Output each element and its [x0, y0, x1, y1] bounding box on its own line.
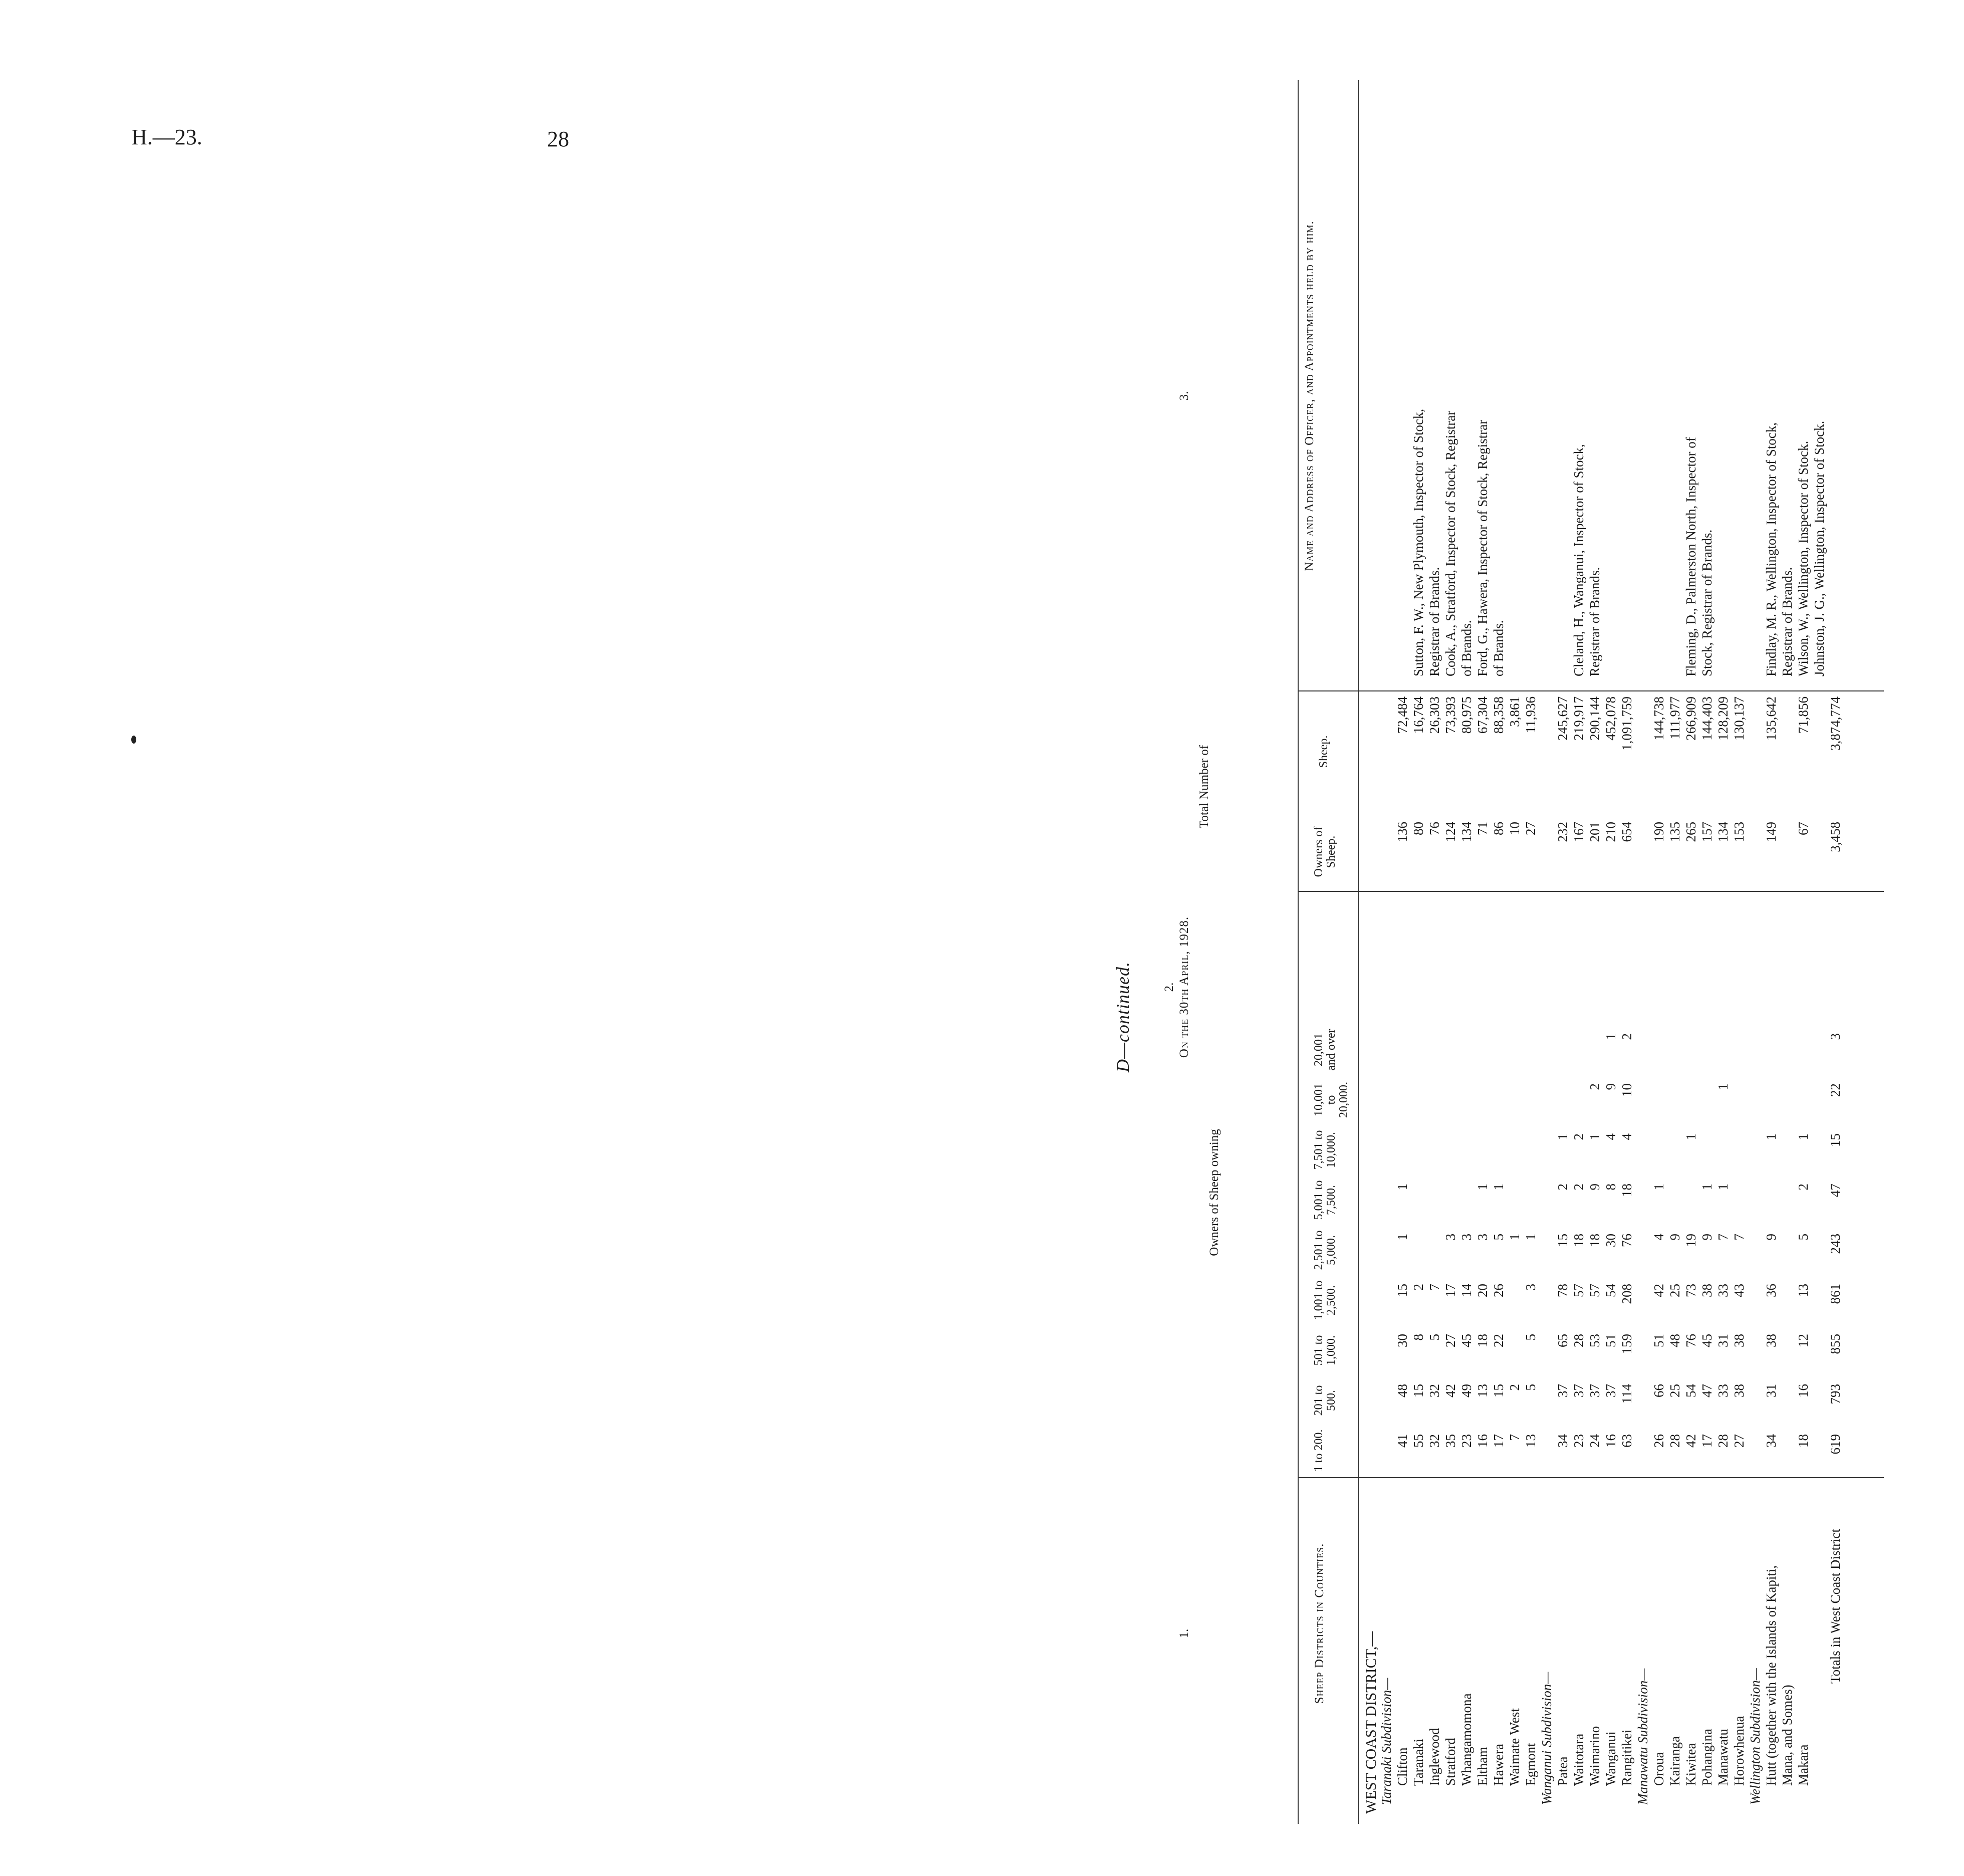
range-header: 10,001 to 20,000. — [1312, 1082, 1351, 1118]
owners-count-cell: 49 — [1459, 1384, 1474, 1397]
owners-count-cell: 34 — [1764, 1434, 1779, 1448]
table-row — [1475, 90, 1491, 1814]
table-row — [1667, 90, 1683, 1814]
officer-entry: Registrar of Brands. — [1780, 567, 1795, 676]
owners-count-cell: 17 — [1443, 1284, 1458, 1297]
total-sheep-cell: 452,078 — [1603, 696, 1618, 741]
owners-count-cell: 4 — [1651, 1234, 1666, 1241]
table-row — [1812, 90, 1828, 1814]
header-bottom-rule — [1358, 80, 1359, 1824]
row-label: Kiwitea — [1683, 1743, 1698, 1786]
page-reference: H.—23. — [131, 125, 202, 149]
officer-entry: Registrar of Brands. — [1587, 567, 1602, 676]
owners-count-cell: 1 — [1715, 1184, 1731, 1191]
owners-count-cell: 15 — [1395, 1284, 1410, 1297]
owners-count-cell: 51 — [1651, 1334, 1666, 1347]
row-label: Hawera — [1491, 1744, 1506, 1786]
owners-count-cell: 24 — [1587, 1434, 1602, 1448]
bullet-mark — [131, 736, 136, 744]
table-row — [1683, 90, 1699, 1814]
owners-count-cell: 2 — [1507, 1384, 1522, 1391]
officer-entry: of Brands. — [1491, 620, 1506, 676]
table-row — [1699, 90, 1715, 1814]
row-label: Waimate West — [1507, 1708, 1522, 1786]
owners-count-cell: 76 — [1619, 1234, 1634, 1247]
range-header: 501 to 1,000. — [1312, 1335, 1338, 1366]
table-row — [1651, 90, 1667, 1814]
officer-entry: Johnston, J. G., Wellington, Inspector of Stock. — [1812, 420, 1827, 676]
row-label: Clifton — [1395, 1747, 1410, 1786]
owners-count-cell: 51 — [1603, 1334, 1618, 1347]
owners-count-cell: 37 — [1603, 1384, 1618, 1397]
owners-count-cell: 5 — [1523, 1384, 1538, 1391]
row-label: Wellington Subdivision— — [1748, 1668, 1763, 1805]
owners-count-cell: 28 — [1667, 1434, 1682, 1448]
total-owners-cell: 124 — [1443, 822, 1458, 842]
row-label: Totals in West Coast District — [1828, 1529, 1843, 1684]
col1-title: Sheep Districts in Counties. — [1313, 1543, 1326, 1704]
officer-entry: Ford, G., Hawera, Inspector of Stock, Registrar — [1475, 419, 1490, 676]
owners-count-cell: 18 — [1587, 1234, 1602, 1247]
col3-title: Name and Address of Officer, and Appointments held by him. — [1303, 220, 1316, 571]
range-header: 2,501 to 5,000. — [1312, 1230, 1338, 1270]
owners-count-cell: 7 — [1427, 1284, 1442, 1291]
owners-count-cell: 26 — [1651, 1434, 1666, 1448]
owners-count-cell: 16 — [1475, 1434, 1490, 1448]
owners-count-cell: 861 — [1828, 1284, 1843, 1304]
owners-count-cell: 855 — [1828, 1334, 1843, 1354]
owners-count-cell: 23 — [1459, 1434, 1474, 1448]
owners-count-cell: 1 — [1555, 1133, 1570, 1140]
owners-count-cell: 25 — [1667, 1384, 1682, 1397]
officer-entry: Registrar of Brands. — [1427, 567, 1442, 676]
total-sheep-cell: 71,856 — [1796, 696, 1811, 734]
row-label: Wanganui — [1603, 1731, 1618, 1786]
owners-count-cell: 15 — [1491, 1384, 1506, 1397]
total-sheep-cell: 130,137 — [1732, 696, 1747, 741]
row-label: Manawatu Subdivision— — [1635, 1668, 1650, 1805]
total-owners-cell: 157 — [1699, 822, 1714, 842]
owners-count-cell: 20 — [1475, 1284, 1490, 1297]
owners-count-cell: 27 — [1443, 1334, 1458, 1347]
col1-number: 1. — [1177, 1628, 1191, 1638]
row-label: Stratford — [1443, 1738, 1458, 1786]
row-label: Egmont — [1523, 1743, 1538, 1786]
owners-count-cell: 42 — [1651, 1284, 1666, 1297]
total-sheep-cell: 73,393 — [1443, 696, 1458, 734]
total-owners-cell: 153 — [1732, 822, 1747, 842]
range-header: 7,501 to 10,000. — [1312, 1130, 1338, 1170]
owners-count-cell: 2 — [1411, 1284, 1426, 1291]
total-owners-cell: 135 — [1667, 822, 1682, 842]
owners-count-cell: 17 — [1699, 1434, 1714, 1448]
owners-count-cell: 19 — [1683, 1234, 1698, 1247]
total-sheep-cell: 26,303 — [1427, 696, 1442, 734]
owners-count-cell: 38 — [1732, 1384, 1747, 1397]
owners-count-cell: 13 — [1796, 1284, 1811, 1297]
owners-count-cell: 26 — [1491, 1284, 1506, 1297]
owners-count-cell: 5 — [1523, 1334, 1538, 1341]
table-row — [1443, 90, 1459, 1814]
table-row — [1555, 90, 1571, 1814]
total-sheep-cell: 128,209 — [1715, 696, 1731, 741]
officer-entry: Stock, Registrar of Brands. — [1699, 529, 1714, 676]
owners-count-cell: 9 — [1699, 1234, 1714, 1241]
owners-count-cell: 18 — [1571, 1234, 1586, 1247]
owners-count-cell: 27 — [1732, 1434, 1747, 1448]
total-owners-cell: 134 — [1715, 822, 1731, 842]
owners-count-cell: 22 — [1491, 1334, 1506, 1347]
owners-count-cell: 1 — [1699, 1184, 1714, 1191]
total-sheep-cell: 144,738 — [1651, 696, 1666, 741]
owners-count-cell: 28 — [1715, 1434, 1731, 1448]
total-sheep-cell: 1,091,759 — [1619, 696, 1634, 751]
table-body — [1363, 90, 1844, 1814]
owners-count-cell: 45 — [1699, 1334, 1714, 1347]
owners-count-cell: 5 — [1427, 1334, 1442, 1341]
owners-count-cell: 3 — [1459, 1234, 1474, 1241]
table-row — [1539, 90, 1555, 1814]
col2-number: 2. — [1162, 982, 1176, 992]
total-sheep-cell: 135,642 — [1764, 696, 1779, 741]
owners-count-cell: 15 — [1828, 1133, 1843, 1147]
owners-count-cell: 47 — [1699, 1384, 1714, 1397]
owners-count-cell: 55 — [1411, 1434, 1426, 1448]
total-sheep-cell: 111,977 — [1667, 696, 1682, 740]
officer-entry: Cook, A., Stratford, Inspector of Stock, Registrar — [1443, 410, 1458, 676]
table-row — [1587, 90, 1603, 1814]
total-sheep-cell: 72,484 — [1395, 696, 1410, 734]
owners-count-cell: 1 — [1491, 1184, 1506, 1191]
owners-count-cell: 1 — [1587, 1133, 1602, 1140]
owners-count-cell: 48 — [1667, 1334, 1682, 1347]
total-owners-cell: 80 — [1411, 822, 1426, 835]
owners-count-cell: 18 — [1475, 1334, 1490, 1347]
owners-count-cell: 4 — [1603, 1133, 1618, 1140]
total-owners-cell: 10 — [1507, 822, 1522, 835]
total-sheep-cell: 67,304 — [1475, 696, 1490, 734]
owners-count-cell: 793 — [1828, 1384, 1843, 1404]
total-owners-cell: 76 — [1427, 822, 1442, 835]
owners-count-cell: 1 — [1715, 1083, 1731, 1090]
owners-count-cell: 33 — [1715, 1384, 1731, 1397]
owners-count-cell: 43 — [1732, 1284, 1747, 1297]
owners-count-cell: 16 — [1603, 1434, 1618, 1448]
row-label: Eltham — [1475, 1747, 1490, 1786]
total-sheep-cell: 11,936 — [1523, 696, 1538, 734]
row-label: Kairanga — [1667, 1736, 1682, 1786]
owners-count-cell: 1 — [1523, 1234, 1538, 1241]
owners-count-cell: 8 — [1603, 1184, 1618, 1191]
owners-count-cell: 47 — [1828, 1184, 1843, 1197]
owners-count-cell: 30 — [1395, 1334, 1410, 1347]
total-owners-cell: 167 — [1571, 822, 1586, 842]
owners-count-cell: 41 — [1395, 1434, 1410, 1448]
total-owners-cell: 210 — [1603, 822, 1618, 842]
total-sheep-cell: 3,861 — [1507, 696, 1522, 727]
row-label: Waimarino — [1587, 1726, 1602, 1786]
total-sheep-cell: 144,403 — [1699, 696, 1714, 741]
owners-count-cell: 2 — [1571, 1133, 1586, 1140]
officer-entry: Findlay, M. R., Wellington, Inspector of Stock, — [1764, 422, 1779, 676]
owners-count-cell: 1 — [1395, 1234, 1410, 1241]
owners-count-cell: 37 — [1555, 1384, 1570, 1397]
row-label: Makara — [1796, 1744, 1811, 1786]
range-header: 1,001 to 2,500. — [1312, 1280, 1338, 1320]
table-row — [1796, 90, 1812, 1814]
owners-count-cell: 36 — [1764, 1284, 1779, 1297]
owners-count-cell: 42 — [1443, 1384, 1458, 1397]
col3-number: 3. — [1177, 391, 1191, 401]
col2-title: On the 30th April, 1928. — [1177, 916, 1191, 1058]
owners-count-cell: 1 — [1651, 1184, 1666, 1191]
table-row — [1828, 90, 1844, 1814]
owners-count-cell: 78 — [1555, 1284, 1570, 1297]
owners-count-cell: 73 — [1683, 1284, 1698, 1297]
owners-count-cell: 1 — [1683, 1133, 1698, 1140]
row-label: WEST COAST DISTRICT,— — [1363, 1631, 1379, 1814]
table-row — [1780, 90, 1796, 1814]
owners-count-cell: 159 — [1619, 1334, 1634, 1354]
table-row — [1379, 90, 1395, 1814]
page-number: 28 — [547, 127, 569, 151]
row-label: Taranaki Subdivision— — [1379, 1678, 1394, 1805]
owners-count-cell: 2 — [1571, 1184, 1586, 1191]
owners-count-cell: 38 — [1732, 1334, 1747, 1347]
owners-count-cell: 63 — [1619, 1434, 1634, 1448]
owners-count-cell: 1 — [1764, 1133, 1779, 1140]
total-owners-cell: 149 — [1764, 822, 1779, 842]
officer-entry: Fleming, D., Palmerston North, Inspector of — [1683, 437, 1698, 676]
total-owners-cell: 134 — [1459, 822, 1474, 842]
total-sheep-cell: 245,627 — [1555, 696, 1570, 741]
table-row — [1619, 90, 1635, 1814]
table-row — [1571, 90, 1587, 1814]
owners-count-cell: 66 — [1651, 1384, 1666, 1397]
total-owners-cell: 232 — [1555, 822, 1570, 842]
owners-count-cell: 243 — [1828, 1234, 1843, 1254]
row-label: Rangitikei — [1619, 1729, 1634, 1786]
owners-count-cell: 45 — [1459, 1334, 1474, 1347]
owners-count-cell: 13 — [1475, 1384, 1490, 1397]
table-row — [1748, 90, 1764, 1814]
range-header: 5,001 to 7,500. — [1312, 1180, 1338, 1220]
owners-count-cell: 1 — [1507, 1234, 1522, 1241]
owners-count-cell: 3 — [1523, 1284, 1538, 1291]
owners-count-cell: 38 — [1764, 1334, 1779, 1347]
owners-count-cell: 5 — [1796, 1234, 1811, 1241]
owners-count-cell: 54 — [1683, 1384, 1698, 1397]
owners-count-cell: 57 — [1587, 1284, 1602, 1297]
owners-count-cell: 10 — [1619, 1083, 1634, 1097]
continued-caption: D—continued. — [1113, 962, 1133, 1072]
owners-count-cell: 9 — [1667, 1234, 1682, 1241]
range-header: 201 to 500. — [1312, 1385, 1338, 1416]
owners-count-cell: 18 — [1796, 1434, 1811, 1448]
owners-count-cell: 34 — [1555, 1434, 1570, 1448]
row-label: Hutt (together with the Islands of Kapiti, — [1764, 1565, 1779, 1786]
total-owners-cell: 86 — [1491, 822, 1506, 835]
owners-count-cell: 37 — [1587, 1384, 1602, 1397]
table-row — [1395, 90, 1411, 1814]
owners-count-cell: 2 — [1587, 1083, 1602, 1090]
range-header: 1 to 200. — [1312, 1429, 1325, 1472]
table-row — [1427, 90, 1443, 1814]
owners-count-cell: 12 — [1796, 1334, 1811, 1347]
owners-count-cell: 57 — [1571, 1284, 1586, 1297]
row-label: Oroua — [1651, 1752, 1666, 1786]
total-owners-cell: 67 — [1796, 822, 1811, 835]
header-top-rule — [1298, 80, 1299, 1824]
owners-count-cell: 23 — [1571, 1434, 1586, 1448]
row-label: Wanganui Subdivision— — [1539, 1672, 1554, 1805]
owners-count-cell: 9 — [1603, 1083, 1618, 1090]
total-sheep-cell: 3,874,774 — [1828, 696, 1843, 751]
owners-count-cell: 7 — [1732, 1234, 1747, 1241]
row-label: Waitotara — [1571, 1733, 1586, 1786]
officer-entry: Sutton, F. W., New Plymouth, Inspector of Stock, — [1411, 408, 1426, 676]
owners-count-cell: 7 — [1507, 1434, 1522, 1441]
table-row — [1411, 90, 1427, 1814]
owners-count-cell: 28 — [1571, 1334, 1586, 1347]
owners-count-cell: 48 — [1395, 1384, 1410, 1397]
owners-count-cell: 3 — [1443, 1234, 1458, 1241]
owners-count-cell: 2 — [1555, 1184, 1570, 1191]
owners-count-cell: 4 — [1619, 1133, 1634, 1140]
total-owners-cell: 27 — [1523, 822, 1538, 835]
row-label: Horowhenua — [1732, 1716, 1747, 1786]
owners-count-cell: 3 — [1828, 1033, 1843, 1040]
owners-count-cell: 8 — [1411, 1334, 1426, 1341]
owners-count-cell: 33 — [1715, 1284, 1731, 1297]
owners-count-cell: 31 — [1715, 1334, 1731, 1347]
owners-count-cell: 9 — [1764, 1234, 1779, 1241]
table-row — [1507, 90, 1523, 1814]
table-row — [1603, 90, 1619, 1814]
total-owners-cell: 3,458 — [1828, 822, 1843, 852]
owners-count-cell: 2 — [1796, 1184, 1811, 1191]
owners-count-cell: 37 — [1571, 1384, 1586, 1397]
owners-count-cell: 32 — [1427, 1384, 1442, 1397]
row-label: Taranaki — [1411, 1738, 1426, 1786]
row-label: Patea — [1555, 1756, 1570, 1786]
owners-count-cell: 54 — [1603, 1284, 1618, 1297]
table-row — [1491, 90, 1507, 1814]
officer-entry: Cleland, H., Wanganui, Inspector of Stock, — [1571, 444, 1586, 676]
total-owners-cell: 265 — [1683, 822, 1698, 842]
row-label: Inglewood — [1427, 1728, 1442, 1786]
owners-count-cell: 5 — [1491, 1234, 1506, 1241]
owners-count-cell: 16 — [1796, 1384, 1811, 1397]
row-label: Whangamomona — [1459, 1693, 1474, 1786]
total-owners-cell: 201 — [1587, 822, 1602, 842]
total-owners-cell: 136 — [1395, 822, 1410, 842]
owners-count-cell: 7 — [1715, 1234, 1731, 1241]
row-label: Pohangina — [1699, 1729, 1714, 1786]
range-header: 20,001 and over — [1312, 1029, 1338, 1071]
owners-count-cell: 1 — [1603, 1033, 1618, 1040]
owners-count-cell: 1 — [1475, 1184, 1490, 1191]
owners-count-cell: 31 — [1764, 1384, 1779, 1397]
total-sheep-cell: 88,358 — [1491, 696, 1506, 734]
owners-count-cell: 25 — [1667, 1284, 1682, 1297]
table-row — [1764, 90, 1780, 1814]
owners-count-cell: 13 — [1523, 1434, 1538, 1448]
owners-count-cell: 53 — [1587, 1334, 1602, 1347]
owners-count-cell: 22 — [1828, 1083, 1843, 1097]
owners-count-cell: 114 — [1619, 1384, 1634, 1404]
owners-count-cell: 42 — [1683, 1434, 1698, 1448]
owners-count-cell: 2 — [1619, 1033, 1634, 1040]
total-sheep-cell: 266,909 — [1683, 696, 1698, 741]
table-row — [1523, 90, 1539, 1814]
owners-count-cell: 65 — [1555, 1334, 1570, 1347]
owners-count-cell: 3 — [1475, 1234, 1490, 1241]
total-sheep-cell: 219,917 — [1571, 696, 1586, 741]
row-label: Manawatu — [1715, 1729, 1731, 1786]
owners-header: Owners of Sheep. — [1312, 826, 1338, 877]
owners-count-cell: 76 — [1683, 1334, 1698, 1347]
owners-count-cell: 9 — [1587, 1184, 1602, 1191]
owners-group-title: Owners of Sheep owning — [1207, 1129, 1221, 1256]
owners-count-cell: 14 — [1459, 1284, 1474, 1297]
sheep-owners-table — [1102, 80, 1964, 1824]
owners-count-cell: 619 — [1828, 1434, 1843, 1455]
total-sheep-cell: 16,764 — [1411, 696, 1426, 734]
owners-count-cell: 17 — [1491, 1434, 1506, 1448]
total-owners-cell: 71 — [1475, 822, 1490, 835]
owners-count-cell: 18 — [1619, 1184, 1634, 1197]
owners-count-cell: 32 — [1427, 1434, 1442, 1448]
owners-count-cell: 15 — [1411, 1384, 1426, 1397]
row-label: Mana, and Somes) — [1780, 1685, 1795, 1786]
owners-count-cell: 30 — [1603, 1234, 1618, 1247]
owners-count-cell: 208 — [1619, 1284, 1634, 1304]
total-sheep-cell: 80,975 — [1459, 696, 1474, 734]
table-row — [1635, 90, 1651, 1814]
sheep-header: Sheep. — [1317, 735, 1330, 768]
officer-entry: Wilson, W., Wellington, Inspector of Stock. — [1796, 440, 1811, 676]
owners-count-cell: 1 — [1395, 1184, 1410, 1191]
total-owners-cell: 190 — [1651, 822, 1666, 842]
table-row — [1459, 90, 1475, 1814]
officer-entry: of Brands. — [1459, 620, 1474, 676]
total-sheep-cell: 290,144 — [1587, 696, 1602, 741]
table-row — [1732, 90, 1748, 1814]
owners-count-cell: 38 — [1699, 1284, 1714, 1297]
owners-count-cell: 15 — [1555, 1234, 1570, 1247]
owners-count-cell: 1 — [1796, 1133, 1811, 1140]
total-owners-cell: 654 — [1619, 822, 1634, 842]
owners-count-cell: 35 — [1443, 1434, 1458, 1448]
table-row — [1363, 90, 1379, 1814]
table-row — [1715, 90, 1732, 1814]
total-group-title: Total Number of — [1197, 745, 1211, 829]
